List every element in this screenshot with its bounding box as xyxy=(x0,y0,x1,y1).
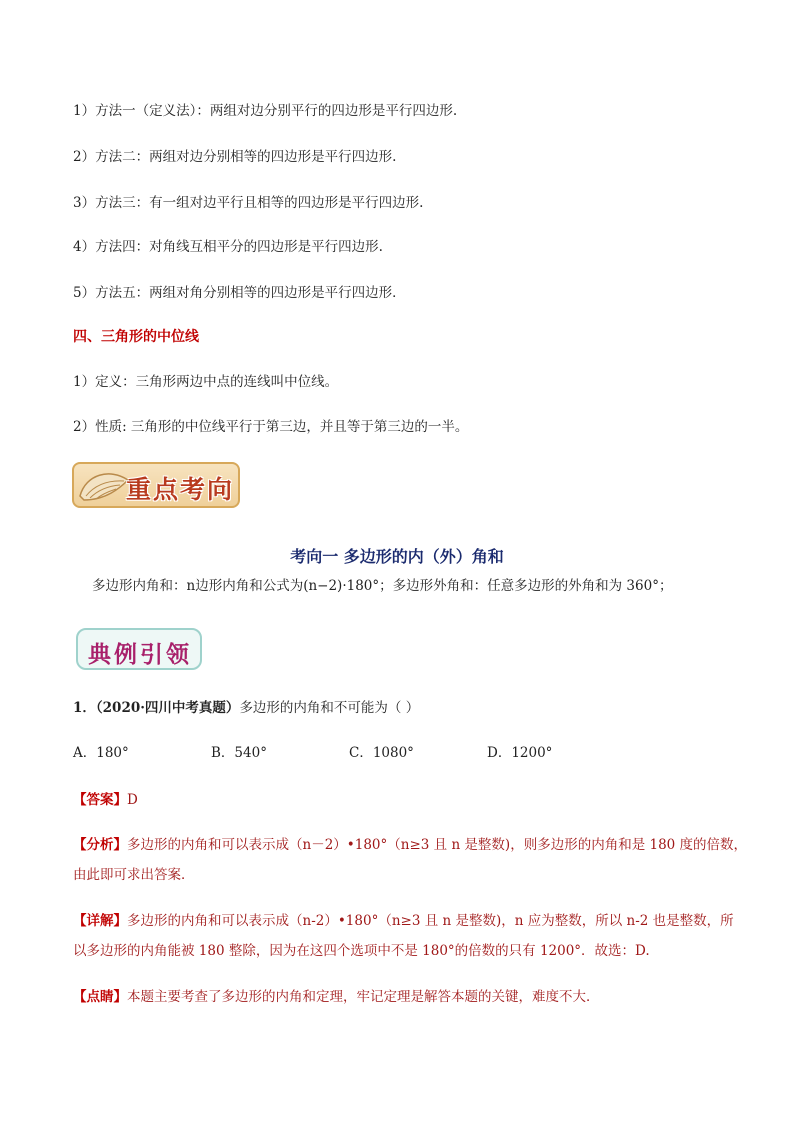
definition-line: 1）定义：三角形两边中点的连线叫中位线。 xyxy=(73,374,339,390)
comment-label: 【点睛】 xyxy=(73,989,127,1005)
comment-text: 本题主要考查了多边形的内角和定理，牢记定理是解答本题的关键，难度不大． xyxy=(127,989,600,1005)
method-1: 1）方法一（定义法）：两组对边分别平行的四边形是平行四边形. xyxy=(73,103,458,119)
kaoxiang-title: 考向一 多边形的内（外）角和 xyxy=(290,547,504,566)
question-source: （2020·四川中考真题） xyxy=(95,700,240,716)
question-line xyxy=(73,699,419,717)
options-row xyxy=(73,744,552,762)
analysis-text-1: 多边形的内角和可以表示成（n－2）•180°（n≥3 且 n 是整数)，则多边形的内角和是 180 度的倍数， xyxy=(127,837,748,853)
answer-line xyxy=(73,791,138,809)
method-4: 4）方法四：对角线互相平分的四边形是平行四边形. xyxy=(73,239,383,255)
detail-text-1: 多边形的内角和可以表示成（n-2）•180°（n≥3 且 n 是整数)，n 应为整数，所以 n-2 也是整数，所 xyxy=(127,913,734,929)
property-line: 2）性质: 三角形的中位线平行于第三边，并且等于第三边的一半。 xyxy=(73,419,469,435)
analysis-line-2: 由此即可求出答案． xyxy=(73,867,195,883)
option-a: A．180° xyxy=(73,745,129,761)
method-5: 5）方法五：两组对角分别相等的四边形是平行四边形． xyxy=(73,285,406,301)
key-direction-banner xyxy=(72,462,240,508)
kaoxiang-desc: 多边形内角和：n边形内角和公式为(n−2)·180°；多边形外角和：任意多边形的外角和为 360°； xyxy=(92,578,673,594)
method-2: 2）方法二：两组对边分别相等的四边形是平行四边形. xyxy=(73,149,397,165)
section-heading: 四、三角形的中位线 xyxy=(73,329,199,345)
detail-line-2: 以多边形的内角能被 180 整除，因为在这四个选项中不是 180°的倍数的只有 1200°．故选：D. xyxy=(73,943,650,959)
detail-label: 【详解】 xyxy=(73,913,127,929)
example-banner xyxy=(76,628,202,670)
question-stem: 多边形的内角和不可能为（ ） xyxy=(239,700,420,716)
comment-line xyxy=(73,988,600,1006)
analysis-label: 【分析】 xyxy=(73,837,127,853)
example-title: 典例引领 xyxy=(88,642,192,668)
detail-line-1 xyxy=(73,912,734,930)
answer-label: 【答案】 xyxy=(73,792,127,808)
answer-value: D xyxy=(127,792,138,808)
analysis-line-1 xyxy=(73,836,747,854)
option-c: C．1080° xyxy=(349,745,414,761)
key-direction-title: 重点考向 xyxy=(126,475,235,504)
shell-icon xyxy=(76,466,132,506)
option-b: B．540° xyxy=(211,745,267,761)
method-3: 3）方法三：有一组对边平行且相等的四边形是平行四边形. xyxy=(73,195,424,211)
question-number: 1． xyxy=(73,700,96,716)
option-d: D．1200° xyxy=(487,745,553,761)
